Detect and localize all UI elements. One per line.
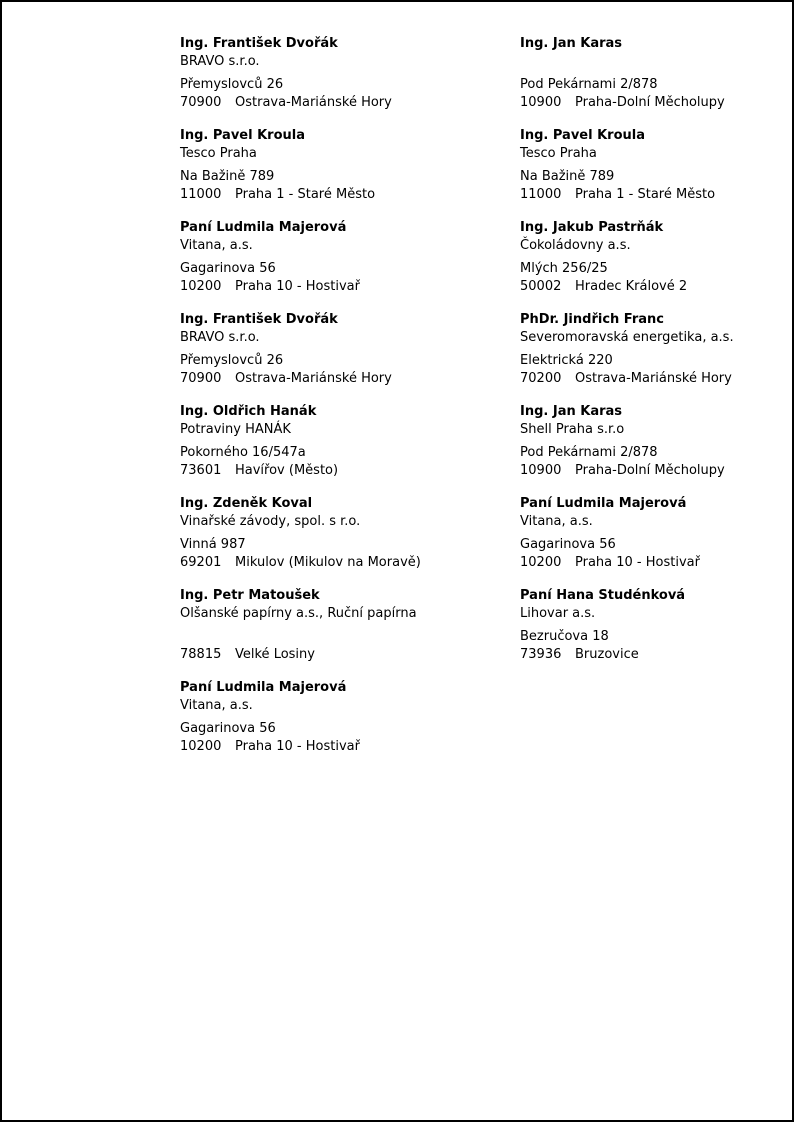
city-line: [180, 646, 510, 664]
city-line: [520, 278, 794, 296]
postal-code: 10200: [180, 739, 222, 754]
street-address: Pod Pekárnami 2/878: [520, 445, 658, 460]
street-address: Na Bažině 789: [180, 169, 275, 184]
address-label: [520, 311, 794, 388]
city-name: Praha 1 - Staré Město: [235, 187, 376, 202]
address-label: [180, 495, 520, 572]
postal-code: 69201: [180, 555, 222, 570]
company-name: Tesco Praha: [180, 146, 257, 161]
city-line: [180, 94, 510, 112]
postal-code: 50002: [520, 279, 562, 294]
postal-code: 10900: [520, 463, 562, 478]
city-name: Havířov (Město): [235, 463, 339, 478]
address-label: [520, 587, 794, 664]
city-name: Praha 10 - Hostivař: [235, 279, 360, 294]
company-name: Olšanské papírny a.s., Ruční papírna: [180, 606, 417, 621]
postal-code: 10200: [520, 555, 562, 570]
address-label: [180, 587, 520, 664]
address-label: [520, 127, 794, 204]
city-name: Bruzovice: [575, 647, 639, 662]
labels-grid: [180, 35, 794, 771]
recipient-name: Paní Ludmila Majerová: [180, 680, 347, 695]
address-label: [520, 495, 794, 572]
city-name: Ostrava-Mariánské Hory: [235, 95, 392, 110]
recipient-name: Ing. Petr Matoušek: [180, 588, 320, 603]
postal-code: 70900: [180, 371, 222, 386]
company-name: Vitana, a.s.: [180, 238, 253, 253]
recipient-name: PhDr. Jindřich Franc: [520, 312, 664, 327]
recipient-name: Paní Ludmila Majerová: [180, 220, 347, 235]
address-label: [520, 219, 794, 296]
city-line: [520, 462, 794, 480]
address-label: [520, 35, 794, 112]
address-label: [180, 311, 520, 388]
city-name: Praha-Dolní Měcholupy: [575, 95, 725, 110]
postal-code: 73601: [180, 463, 222, 478]
company-name: Potraviny HANÁK: [180, 422, 291, 437]
recipient-name: Ing. Zdeněk Koval: [180, 496, 313, 511]
recipient-name: Ing. Jan Karas: [520, 36, 623, 51]
company-name: Shell Praha s.r.o: [520, 422, 625, 437]
postal-code: 78815: [180, 647, 222, 662]
city-name: Praha 1 - Staré Město: [575, 187, 716, 202]
company-name: Vitana, a.s.: [520, 514, 593, 529]
city-name: Praha 10 - Hostivař: [575, 555, 700, 570]
recipient-name: Paní Hana Studénková: [520, 588, 686, 603]
city-name: Velké Losiny: [235, 647, 315, 662]
city-line: [180, 370, 510, 388]
city-name: Ostrava-Mariánské Hory: [575, 371, 732, 386]
address-label: [180, 35, 520, 112]
street-address: [180, 628, 510, 646]
company-name: Čokoládovny a.s.: [520, 238, 631, 253]
company-name: BRAVO s.r.o.: [180, 330, 260, 345]
address-label: [520, 403, 794, 480]
postal-code: 70900: [180, 95, 222, 110]
street-address: Pokorného 16/547a: [180, 445, 306, 460]
street-address: Gagarinova 56: [180, 721, 276, 736]
recipient-name: Ing. Pavel Kroula: [180, 128, 305, 143]
company-name: [520, 53, 794, 71]
street-address: Přemyslovců 26: [180, 353, 284, 368]
recipient-name: Ing. Oldřich Hanák: [180, 404, 317, 419]
recipient-name: Ing. Jakub Pastrňák: [520, 220, 664, 235]
postal-code: 11000: [520, 187, 562, 202]
street-address: Přemyslovců 26: [180, 77, 284, 92]
city-line: [180, 186, 510, 204]
city-name: Praha 10 - Hostivař: [235, 739, 360, 754]
company-name: Lihovar a.s.: [520, 606, 596, 621]
postal-code: 10900: [520, 95, 562, 110]
city-line: [520, 94, 794, 112]
address-label: [180, 127, 520, 204]
street-address: Elektrická 220: [520, 353, 613, 368]
city-name: Ostrava-Mariánské Hory: [235, 371, 392, 386]
city-line: [520, 554, 794, 572]
city-line: [180, 278, 510, 296]
city-line: [180, 738, 510, 756]
company-name: Vinařské závody, spol. s r.o.: [180, 514, 361, 529]
city-line: [520, 186, 794, 204]
recipient-name: Ing. Jan Karas: [520, 404, 623, 419]
postal-code: 11000: [180, 187, 222, 202]
city-name: Praha-Dolní Měcholupy: [575, 463, 725, 478]
city-name: Mikulov (Mikulov na Moravě): [235, 555, 421, 570]
recipient-name: Ing. František Dvořák: [180, 36, 338, 51]
postal-code: 10200: [180, 279, 222, 294]
street-address: Gagarinova 56: [180, 261, 276, 276]
street-address: Gagarinova 56: [520, 537, 616, 552]
street-address: Mlých 256/25: [520, 261, 608, 276]
postal-code: 70200: [520, 371, 562, 386]
street-address: Vinná 987: [180, 537, 246, 552]
address-label: [180, 679, 520, 756]
street-address: Pod Pekárnami 2/878: [520, 77, 658, 92]
company-name: Tesco Praha: [520, 146, 597, 161]
recipient-name: Ing. Pavel Kroula: [520, 128, 645, 143]
company-name: Vitana, a.s.: [180, 698, 253, 713]
recipient-name: Ing. František Dvořák: [180, 312, 338, 327]
recipient-name: Paní Ludmila Majerová: [520, 496, 687, 511]
city-line: [520, 646, 794, 664]
address-label: [180, 219, 520, 296]
city-name: Hradec Králové 2: [575, 279, 688, 294]
company-name: BRAVO s.r.o.: [180, 54, 260, 69]
city-line: [520, 370, 794, 388]
address-label: [180, 403, 520, 480]
company-name: Severomoravská energetika, a.s.: [520, 330, 734, 345]
street-address: Bezručova 18: [520, 629, 609, 644]
street-address: Na Bažině 789: [520, 169, 615, 184]
city-line: [180, 554, 510, 572]
city-line: [180, 462, 510, 480]
postal-code: 73936: [520, 647, 562, 662]
